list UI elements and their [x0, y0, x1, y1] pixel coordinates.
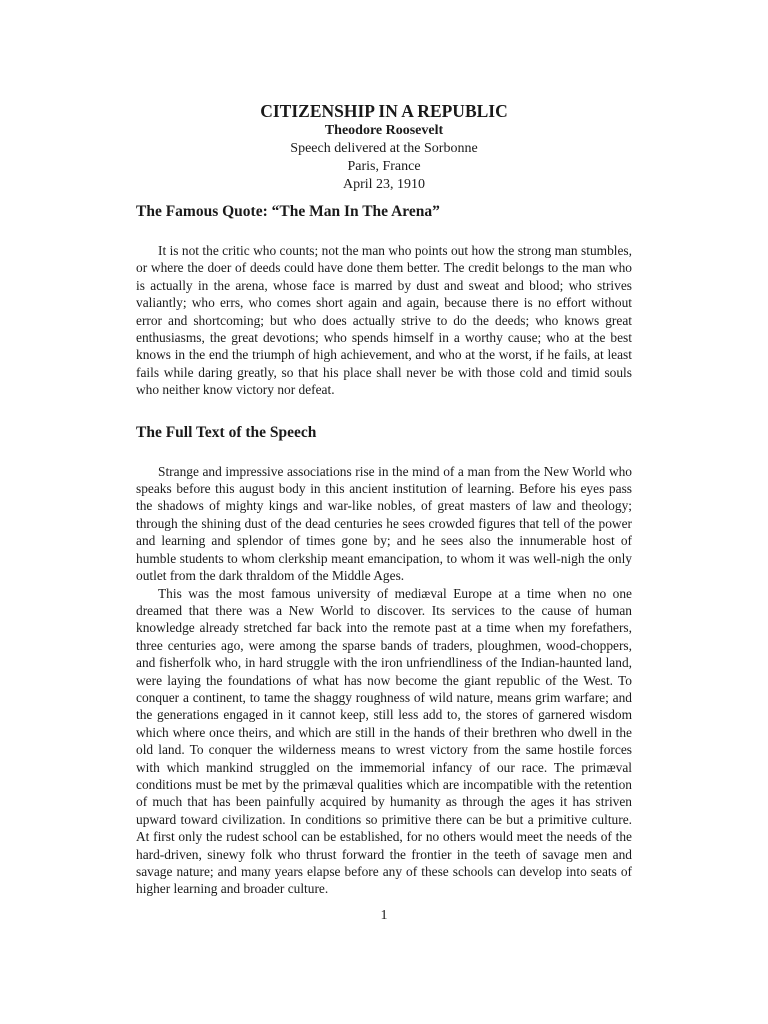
- section-heading-full-text: The Full Text of the Speech: [136, 423, 317, 441]
- speech-occasion: Speech delivered at the Sorbonne: [290, 141, 478, 156]
- document-title: CITIZENSHIP IN A REPUBLIC: [260, 101, 508, 121]
- author-name: Theodore Roosevelt: [324, 123, 444, 138]
- page-number: 1: [380, 908, 388, 923]
- quote-paragraph: It is not the critic who counts; not the man who points out how the strong man stumbles, or where the doer of deeds could have done them better. The credit belongs to the man who is actually in the arena, whose face is marred by dust and sweat and blood; who strives valiantly; who errs, who comes short again and again, because there is no effort without error and shortcoming; but who does actually strive to do the deeds; who knows great enthusiasms, the great devotions; who spends himself in a worthy cause; who at the best knows in the end the triumph of high achievement, and who at the worst, if he fails, at least fails while daring greatly, so that his place shall never be with those cold and timid souls who neither know victory nor defeat.: [136, 243, 632, 398]
- speech-paragraph-2: This was the most famous university of mediæval Europe at a time when no one dreamed that there was a New World to discover. Its services to the cause of human knowledge already stretched far back into the remote past at a time when my forefathers, three centuries ago, were among the sparse bands of traders, ploughmen, wood-choppers, and fisherfolk who, in hard struggle with the iron unfriendliness of the Indian-haunted land, were laying the foundations of what has now become the giant republic of the West. To conquer a continent, to tame the shaggy roughness of wild nature, means grim warfare; and the generations engaged in it cannot keep, still less add to, the stores of garnered wisdom which where once theirs, and which are still in the hands of their brethren who dwell in the old land. To conquer the wilderness means to wrest victory from the same hostile forces with which mankind struggled on the immemorial infancy of our race. The primæval conditions must be met by the primæval qualities which are incompatible with the retention of much that has been painfully acquired by humanity as through the ages it has striven upward toward civilization. In conditions so primitive there can be but a primitive culture. At first only the rudest school can be established, for no others would meet the needs of the hard-driven, sinewy folk who thrust forward the frontier in the teeth of savage men and savage nature; and many years elapse before any of these schools can develop into seats of higher learning and broader culture.: [136, 585, 632, 897]
- speech-date: April 23, 1910: [342, 177, 426, 192]
- speech-place: Paris, France: [347, 159, 421, 174]
- title-block: [136, 100, 632, 194]
- section-heading-famous-quote: The Famous Quote: “The Man In The Arena”: [136, 203, 440, 220]
- speech-paragraph-1: Strange and impressive associations rise in the mind of a man from the New World who speaks before this august body in this ancient institution of learning. Before his eyes pass the shadows of mighty kings and war-like nobles, of great masters of law and theology; through the shining dust of the dead centuries he sees crowded figures that tell of the power and learning and splendor of times gone by; and he sees also the innumerable host of humble students to whom clerkship meant emancipation, to whom it was well-nigh the only outlet from the dark thraldom of the Middle Ages.: [136, 463, 632, 584]
- document-page: [136, 100, 632, 898]
